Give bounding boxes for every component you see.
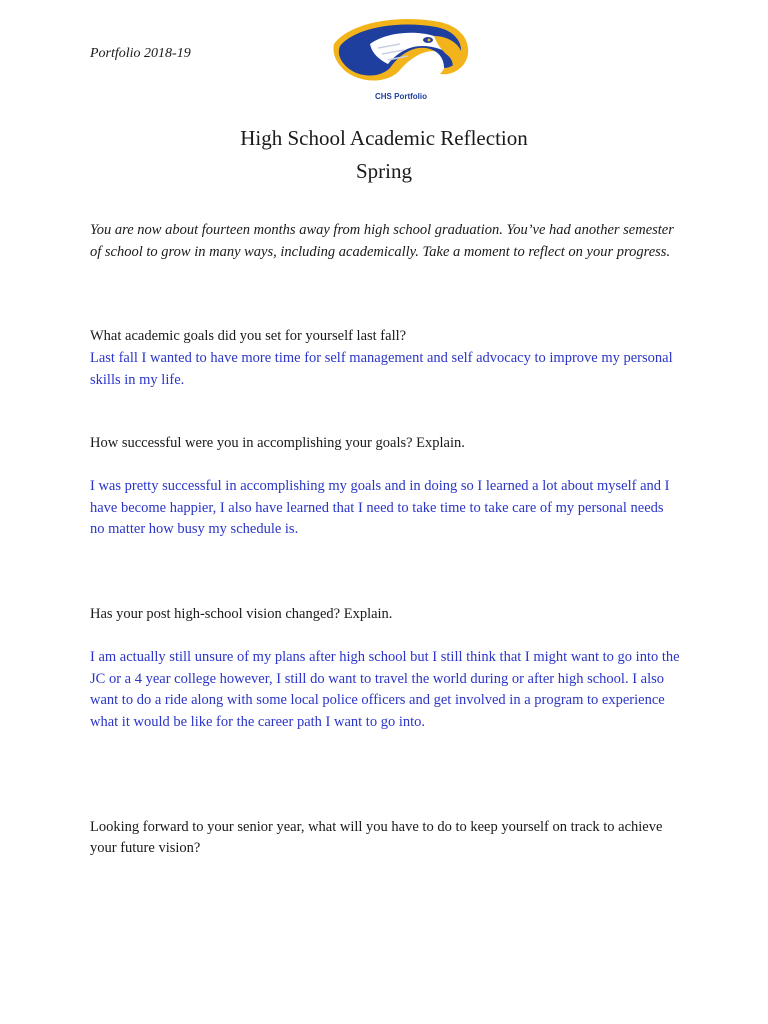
question-2: How successful were you in accomplishing your goals? Explain.: [90, 435, 465, 451]
logo-caption: CHS Portfolio: [375, 92, 427, 101]
portfolio-label: Portfolio 2018-19: [90, 46, 191, 61]
question-3: Has your post high-school vision changed? Explain.: [90, 606, 393, 622]
answer-3: I am actually still unsure of my plans after high school but I still think that I might want to go into the JC or a 4 year college however, I still do want to travel the world during or after high school. I also want to do a ride along with some local police officers and get involved in a program to experience what it would be like for the career path I want to go into.: [90, 649, 680, 730]
question-1: What academic goals did you set for yourself last fall?: [90, 328, 407, 344]
intro-paragraph: You are now about fourteen months away from high school graduation. You’ve had another semester of school to grow in many ways, including academically. Take a moment to reflect on your progress.: [90, 222, 674, 260]
answer-1: Last fall I wanted to have more time for self management and self advocacy to improve my personal skills in my life.: [90, 350, 673, 388]
eagle-logo-icon: [330, 14, 472, 106]
question-4: Looking forward to your senior year, what will you have to do to keep yourself on track to achieve your future vision?: [90, 819, 663, 856]
page-subtitle: Spring: [355, 159, 412, 183]
page-title: High School Academic Reflection: [240, 126, 528, 150]
eagle-head-icon: [330, 14, 472, 92]
answer-2: I was pretty successful in accomplishing my goals and in doing so I learned a lot about myself and I have become happier, I also have learned that I need to take time to take care of my personal needs no matter how busy my schedule is.: [90, 478, 670, 537]
